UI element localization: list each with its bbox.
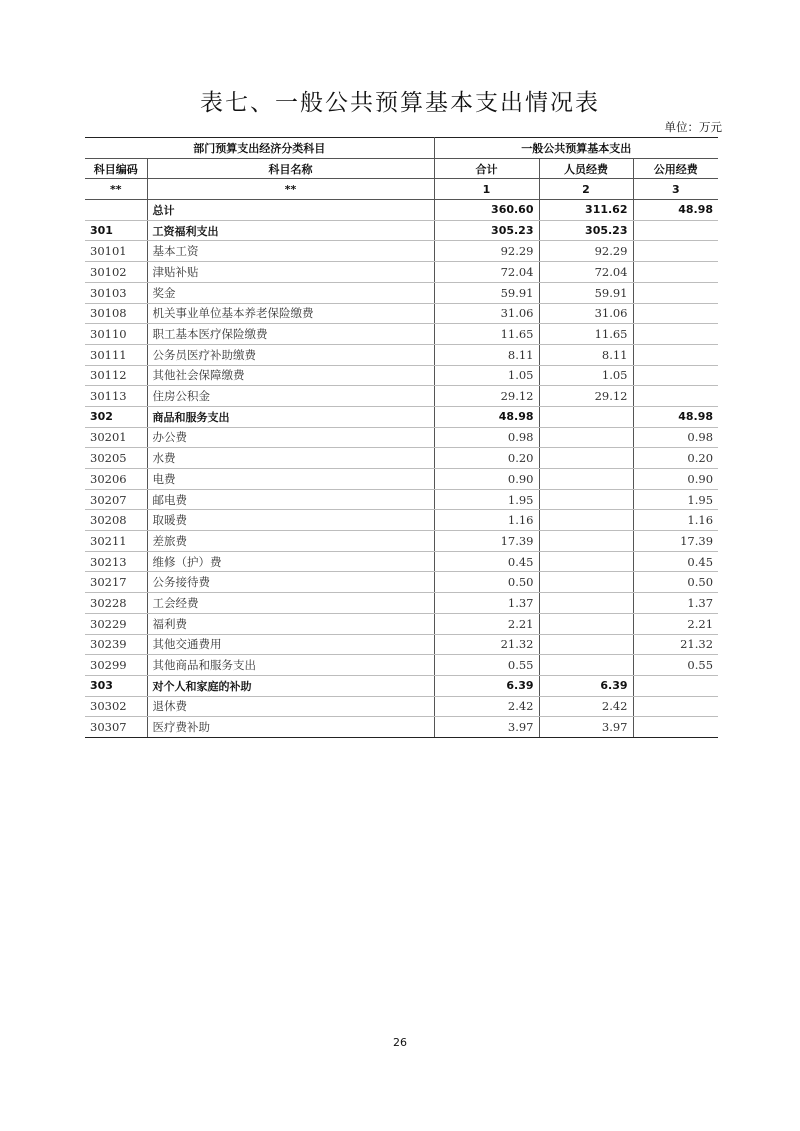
cell-public bbox=[633, 282, 718, 303]
header-total: 合计 bbox=[434, 158, 539, 179]
table-row bbox=[85, 572, 718, 593]
cell-public bbox=[633, 717, 718, 738]
table-row bbox=[85, 427, 718, 448]
cell-public: 0.55 bbox=[633, 655, 718, 676]
table-row bbox=[85, 655, 718, 676]
cell-public bbox=[633, 303, 718, 324]
cell-staff bbox=[539, 406, 633, 427]
cell-name: 商品和服务支出 bbox=[147, 406, 434, 427]
cell-public: 48.98 bbox=[633, 406, 718, 427]
cell-public: 48.98 bbox=[633, 200, 718, 221]
cell-staff bbox=[539, 531, 633, 552]
cell-name: 维修（护）费 bbox=[147, 551, 434, 572]
cell-total: 11.65 bbox=[434, 324, 539, 345]
table-index-row bbox=[85, 179, 718, 200]
cell-public bbox=[633, 365, 718, 386]
cell-code: 30228 bbox=[85, 593, 147, 614]
table-row bbox=[85, 717, 718, 738]
cell-public: 0.98 bbox=[633, 427, 718, 448]
table-row bbox=[85, 469, 718, 490]
cell-total: 360.60 bbox=[434, 200, 539, 221]
cell-staff: 72.04 bbox=[539, 262, 633, 283]
cell-code: 30213 bbox=[85, 551, 147, 572]
table-row bbox=[85, 448, 718, 469]
cell-name: 办公费 bbox=[147, 427, 434, 448]
cell-public: 1.16 bbox=[633, 510, 718, 531]
cell-total: 31.06 bbox=[434, 303, 539, 324]
cell-name: 职工基本医疗保险缴费 bbox=[147, 324, 434, 345]
table-column-header-row bbox=[85, 158, 718, 179]
cell-staff bbox=[539, 572, 633, 593]
cell-public bbox=[633, 220, 718, 241]
cell-staff bbox=[539, 593, 633, 614]
table-row bbox=[85, 696, 718, 717]
cell-code: 30205 bbox=[85, 448, 147, 469]
cell-total: 0.50 bbox=[434, 572, 539, 593]
cell-name: 其他社会保障缴费 bbox=[147, 365, 434, 386]
cell-name: 邮电费 bbox=[147, 489, 434, 510]
cell-staff: 11.65 bbox=[539, 324, 633, 345]
cell-name: 住房公积金 bbox=[147, 386, 434, 407]
cell-code: 30108 bbox=[85, 303, 147, 324]
cell-public: 0.90 bbox=[633, 469, 718, 490]
index-code: ** bbox=[85, 179, 147, 200]
cell-name: 公务接待费 bbox=[147, 572, 434, 593]
table-row bbox=[85, 634, 718, 655]
cell-name: 奖金 bbox=[147, 282, 434, 303]
cell-staff: 3.97 bbox=[539, 717, 633, 738]
cell-public bbox=[633, 696, 718, 717]
cell-code: 30103 bbox=[85, 282, 147, 303]
cell-total: 0.45 bbox=[434, 551, 539, 572]
cell-staff: 92.29 bbox=[539, 241, 633, 262]
table-row bbox=[85, 241, 718, 262]
cell-staff: 29.12 bbox=[539, 386, 633, 407]
cell-staff bbox=[539, 655, 633, 676]
cell-name: 津贴补贴 bbox=[147, 262, 434, 283]
cell-staff: 311.62 bbox=[539, 200, 633, 221]
unit-label: 单位：万元 bbox=[664, 120, 722, 134]
table-group-header-row bbox=[85, 138, 718, 159]
header-code: 科目编码 bbox=[85, 158, 147, 179]
cell-code: 30239 bbox=[85, 634, 147, 655]
table-row bbox=[85, 510, 718, 531]
header-staff: 人员经费 bbox=[539, 158, 633, 179]
cell-staff: 2.42 bbox=[539, 696, 633, 717]
cell-public: 0.20 bbox=[633, 448, 718, 469]
cell-staff bbox=[539, 551, 633, 572]
cell-public bbox=[633, 324, 718, 345]
cell-code: 30113 bbox=[85, 386, 147, 407]
cell-public bbox=[633, 241, 718, 262]
cell-code: 30211 bbox=[85, 531, 147, 552]
table-row-total bbox=[85, 200, 718, 221]
cell-total: 0.55 bbox=[434, 655, 539, 676]
table-row bbox=[85, 303, 718, 324]
cell-total: 0.98 bbox=[434, 427, 539, 448]
cell-code: 303 bbox=[85, 675, 147, 696]
cell-staff bbox=[539, 469, 633, 490]
cell-staff bbox=[539, 510, 633, 531]
cell-name: 差旅费 bbox=[147, 531, 434, 552]
cell-total: 1.95 bbox=[434, 489, 539, 510]
cell-name: 基本工资 bbox=[147, 241, 434, 262]
cell-name: 取暖费 bbox=[147, 510, 434, 531]
cell-staff: 1.05 bbox=[539, 365, 633, 386]
cell-code: 30102 bbox=[85, 262, 147, 283]
cell-code: 30112 bbox=[85, 365, 147, 386]
cell-public bbox=[633, 344, 718, 365]
document-title: 表七、一般公共预算基本支出情况表 bbox=[200, 90, 600, 116]
expenditure-table bbox=[85, 137, 718, 738]
cell-name: 其他商品和服务支出 bbox=[147, 655, 434, 676]
cell-name: 医疗费补助 bbox=[147, 717, 434, 738]
index-total: 1 bbox=[434, 179, 539, 200]
cell-code: 30111 bbox=[85, 344, 147, 365]
cell-public: 0.45 bbox=[633, 551, 718, 572]
table-row-category bbox=[85, 406, 718, 427]
index-public: 3 bbox=[633, 179, 718, 200]
cell-name: 其他交通费用 bbox=[147, 634, 434, 655]
cell-code bbox=[85, 200, 147, 221]
index-name: ** bbox=[147, 179, 434, 200]
cell-code: 302 bbox=[85, 406, 147, 427]
cell-public bbox=[633, 675, 718, 696]
cell-total: 29.12 bbox=[434, 386, 539, 407]
cell-public bbox=[633, 262, 718, 283]
table-row bbox=[85, 551, 718, 572]
cell-code: 30201 bbox=[85, 427, 147, 448]
cell-public: 21.32 bbox=[633, 634, 718, 655]
cell-name: 福利费 bbox=[147, 613, 434, 634]
cell-total: 305.23 bbox=[434, 220, 539, 241]
cell-code: 30307 bbox=[85, 717, 147, 738]
cell-name: 对个人和家庭的补助 bbox=[147, 675, 434, 696]
cell-total: 48.98 bbox=[434, 406, 539, 427]
cell-total: 3.97 bbox=[434, 717, 539, 738]
table-row bbox=[85, 531, 718, 552]
cell-total: 2.21 bbox=[434, 613, 539, 634]
header-public: 公用经费 bbox=[633, 158, 718, 179]
table-row bbox=[85, 282, 718, 303]
cell-code: 30110 bbox=[85, 324, 147, 345]
cell-staff: 305.23 bbox=[539, 220, 633, 241]
cell-staff: 31.06 bbox=[539, 303, 633, 324]
cell-total: 72.04 bbox=[434, 262, 539, 283]
cell-public: 1.37 bbox=[633, 593, 718, 614]
cell-code: 301 bbox=[85, 220, 147, 241]
cell-total: 6.39 bbox=[434, 675, 539, 696]
cell-staff bbox=[539, 489, 633, 510]
cell-name: 工会经费 bbox=[147, 593, 434, 614]
table-row bbox=[85, 613, 718, 634]
cell-code: 30206 bbox=[85, 469, 147, 490]
cell-total: 17.39 bbox=[434, 531, 539, 552]
table-row bbox=[85, 593, 718, 614]
cell-total: 1.05 bbox=[434, 365, 539, 386]
cell-code: 30299 bbox=[85, 655, 147, 676]
index-staff: 2 bbox=[539, 179, 633, 200]
cell-code: 30208 bbox=[85, 510, 147, 531]
cell-total: 1.16 bbox=[434, 510, 539, 531]
cell-name: 电费 bbox=[147, 469, 434, 490]
cell-code: 30229 bbox=[85, 613, 147, 634]
cell-staff bbox=[539, 634, 633, 655]
cell-code: 30207 bbox=[85, 489, 147, 510]
table-row bbox=[85, 324, 718, 345]
cell-staff bbox=[539, 448, 633, 469]
cell-name: 退休费 bbox=[147, 696, 434, 717]
table-row bbox=[85, 344, 718, 365]
cell-total: 21.32 bbox=[434, 634, 539, 655]
header-economic-classification: 部门预算支出经济分类科目 bbox=[85, 138, 434, 159]
header-basic-expenditure: 一般公共预算基本支出 bbox=[434, 138, 718, 159]
cell-public: 1.95 bbox=[633, 489, 718, 510]
table-row bbox=[85, 489, 718, 510]
cell-name: 工资福利支出 bbox=[147, 220, 434, 241]
table-row-category bbox=[85, 675, 718, 696]
cell-public: 17.39 bbox=[633, 531, 718, 552]
cell-total: 0.90 bbox=[434, 469, 539, 490]
table-row-category bbox=[85, 220, 718, 241]
cell-staff: 8.11 bbox=[539, 344, 633, 365]
table-row bbox=[85, 386, 718, 407]
cell-public bbox=[633, 386, 718, 407]
cell-code: 30302 bbox=[85, 696, 147, 717]
cell-total: 8.11 bbox=[434, 344, 539, 365]
cell-total: 92.29 bbox=[434, 241, 539, 262]
cell-staff: 59.91 bbox=[539, 282, 633, 303]
cell-total: 0.20 bbox=[434, 448, 539, 469]
cell-total: 1.37 bbox=[434, 593, 539, 614]
cell-name: 总计 bbox=[147, 200, 434, 221]
header-name: 科目名称 bbox=[147, 158, 434, 179]
cell-code: 30101 bbox=[85, 241, 147, 262]
cell-total: 59.91 bbox=[434, 282, 539, 303]
cell-staff bbox=[539, 427, 633, 448]
cell-public: 2.21 bbox=[633, 613, 718, 634]
cell-name: 机关事业单位基本养老保险缴费 bbox=[147, 303, 434, 324]
page-number: 26 bbox=[393, 1036, 407, 1049]
cell-staff bbox=[539, 613, 633, 634]
cell-name: 水费 bbox=[147, 448, 434, 469]
cell-public: 0.50 bbox=[633, 572, 718, 593]
cell-total: 2.42 bbox=[434, 696, 539, 717]
cell-code: 30217 bbox=[85, 572, 147, 593]
table-row bbox=[85, 365, 718, 386]
cell-name: 公务员医疗补助缴费 bbox=[147, 344, 434, 365]
table-row bbox=[85, 262, 718, 283]
cell-staff: 6.39 bbox=[539, 675, 633, 696]
